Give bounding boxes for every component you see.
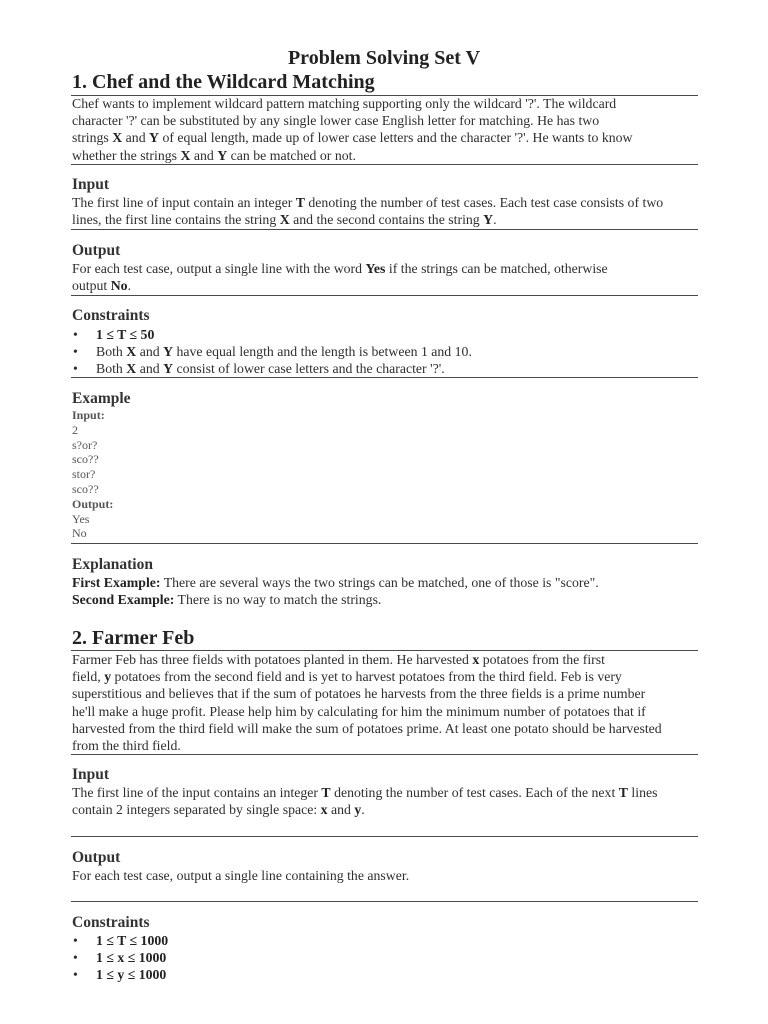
problem-1-title: 1. Chef and the Wildcard Matching [72,71,375,93]
problem-2-description: Farmer Feb has three fields with potatoes planted in them. He harvested x potatoes from the first field, y potatoes from the second field and is yet to harvest potatoes from the third field. Feb is very superstitious and believes that if the sum of potatoes he harvests from the three fields is a prime number he'll make a huge profit. Please help him by calculating for him the minimum number of potatoes that if harvested from the third field will make the sum of potatoes prime. At least one potato should be harvested from the third field. [72,652,662,754]
p1-example-heading: Example [72,390,131,407]
list-item: • 1 ≤ x ≤ 1000 [73,950,167,966]
p1-constraints-list [72,326,698,378]
p1-explanation-heading: Explanation [72,556,153,573]
divider [71,901,698,902]
divider [71,754,698,755]
p1-output-heading: Output [72,242,121,259]
document-title: Problem Solving Set V [287,47,481,69]
p2-constraints-list [72,932,698,984]
example-input-label: Input: [72,408,105,422]
p2-output-text: For each test case, output a single line containing the answer. [72,868,410,883]
p1-constraints-heading: Constraints [72,307,150,324]
p1-explanation-text: First Example: There are several ways the two strings can be matched, one of those is "score". Second Example: There is no way to match the strings. [72,575,599,608]
problem-1-description: Chef wants to implement wildcard pattern matching supporting only the wildcard '?'. The wildcard character '?' can be substituted by any single lower case English letter for matching. He has two strings X and Y of equal length, made up of lower case letters and the character '?'. He wants to know whether the strings X and Y can be matched or not. [72,96,633,163]
p2-input-heading: Input [72,766,110,783]
example-output-label: Output: [72,496,114,511]
list-item: • 1 ≤ T ≤ 1000 [73,933,169,948]
divider [71,229,698,230]
divider [71,377,698,378]
p1-example-block: Input: 2 s?or? sco?? stor? sco?? Output: Yes No [72,408,698,541]
divider [71,164,698,165]
p2-output-heading: Output [72,849,121,866]
divider [71,836,698,837]
p2-input-text: The first line of the input contains an integer T denoting the number of test cases. Each of the next T lines contain 2 integers separated by single space: x and y. [72,785,658,818]
divider [71,295,698,296]
p2-constraints-heading: Constraints [72,914,150,931]
p1-input-text: The first line of input contain an integer T denoting the number of test cases. Each test case consists of two lines, the first line contains the string X and the second contains the string Y. [72,195,664,228]
list-item: • Both X and Y consist of lower case letters and the character '?'. [73,361,445,377]
p1-output-text: For each test case, output a single line with the word Yes if the strings can be matched, otherwise output No. [72,261,608,294]
p1-input-heading: Input [72,176,110,193]
list-item: • 1 ≤ y ≤ 1000 [73,967,167,983]
list-item: • 1 ≤ T ≤ 50 [73,327,155,342]
list-item: • Both X and Y have equal length and the length is between 1 and 10. [73,344,472,360]
divider [71,543,698,544]
problem-2-title: 2. Farmer Feb [72,627,195,649]
